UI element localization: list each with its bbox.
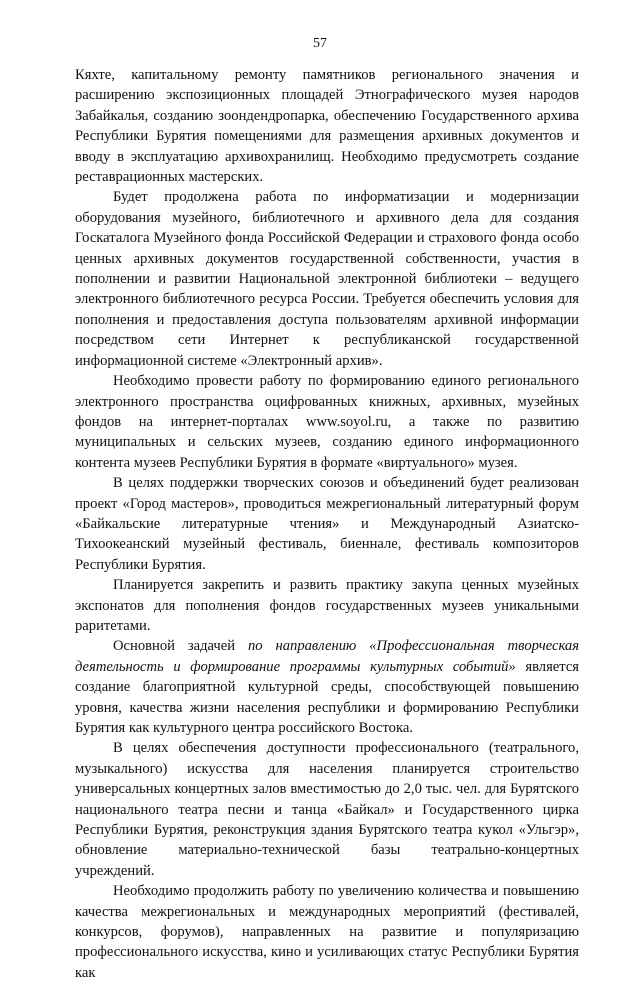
page-number: 57 [313,36,327,51]
main-task-direction: по направлению «Профессиональная творческая деятельность и формирование программы культурных событий» [75,638,579,675]
paragraph-informatization: Будет продолжена работа по информатизации и модернизации оборудования музейного, библиотечного и архивного дела для создания Госкаталога Музейного фонда Российской Федерации и страхового фонда особо ценных архивных документов государственной собственности, участия в пополнении и развитии Национальной электронной библиотеки – ведущего электронного библиотечного ресурса России. Требуется обеспечить условия для пополнения и предоставления доступа пользователям архивной информации посредством сети Интернет к республиканской государственной информационной системе «Электронный архив». [75,189,579,369]
paragraph-creative-unions: В целях поддержки творческих союзов и объединений будет реализован проект «Город мастеров», проводиться межрегиональный литературный форум «Байкальские литературные чтения» и Международный Азиатско-Тихоокеанский музейный фестиваль, биеннале, фестиваль композиторов Республики Бурятия. [75,475,579,573]
main-task-intro: Основной задачей [113,638,248,655]
paragraph-electronic-space: Необходимо провести работу по формированию единого регионального электронного пространства оцифрованных книжных, архивных, музейных фондов на интернет-порталах www.soyol.ru, а также по развитию муниципальных и сельских музеев, созданию единого информационного контента музеев Республики Бурятия в формате «виртуального» музея. [75,373,579,471]
paragraph-events: Необходимо продолжить работу по увеличению количества и повышению качества межрегиональных и международных мероприятий (фестивалей, конкурсов, форумов), направленных на развитие и популяризацию профессионального искусства, кино и усиливающих статус Республики Бурятия как [75,883,579,981]
paragraph-museum-purchases: Планируется закрепить и развить практику закупа ценных музейных экспонатов для пополнения фондов государственных музеев уникальными раритетами. [75,577,579,634]
paragraph-main-task [75,636,579,738]
document-body [75,65,579,983]
paragraph-continuation: Кяхте, капитальному ремонту памятников регионального значения и расширению экспозиционных площадей Этнографического музея народов Забайкалья, созданию зоондендропарка, обеспечению Государственного архива Республики Бурятия помещениями для размещения архивных документов и вводу в эксплуатацию архивохранилищ. Необходимо предусмотреть создание реставрационных мастерских. [75,67,579,186]
main-task-rest: является создание благоприятной культурной среды, способствующей повышению уровня, качества жизни населения республики и формированию Республики Бурятия как культурного центра российского Востока. [75,658,580,736]
paragraph-concert-halls: В целях обеспечения доступности профессионального (театрального, музыкального) искусства для населения планируется строительство универсальных концертных залов вместимостью до 2,0 тыс. чел. для Бурятского национального театра песни и танца «Байкал» и Государственного цирка Республики Бурятия, реконструкция здания Бурятского театра кукол «Ульгэр», обновление материально-технической базы театрально-концертных учреждений. [75,740,579,879]
